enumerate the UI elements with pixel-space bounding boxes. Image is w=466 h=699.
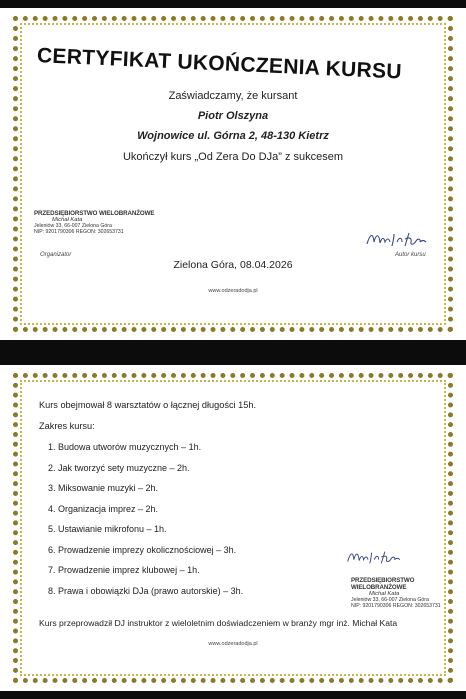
author-signature bbox=[364, 228, 434, 250]
website-link[interactable]: www.odzeradodja.pl bbox=[208, 288, 258, 294]
certificate-title: CERTYFIKAT UKOŃCZENIA KURSU bbox=[36, 44, 403, 84]
list-item: 2. Jak tworzyć sety muzyczne – 2h. bbox=[48, 462, 190, 473]
stamp-line-company: PRZEDSIĘBIORSTWO WIELOBRANŻOWE bbox=[351, 577, 415, 592]
stamp-line-address: Jeleniów 33, 66-007 Zielona Góra bbox=[351, 596, 429, 603]
organizer-label: Organizator bbox=[40, 252, 72, 258]
list-item: 6. Prowadzenie imprezy okolicznościowej – 3h. bbox=[48, 544, 237, 555]
scope-label: Zakres kursu: bbox=[39, 421, 95, 431]
stamp-line-owner: Michał Kata bbox=[369, 591, 400, 598]
instructor-signature bbox=[345, 547, 407, 567]
course-summary: Kurs obejmował 8 warsztatów o łącznej długości 15h. bbox=[39, 400, 257, 410]
instructor-statement: Kurs przeprowadził DJ instruktor z wieloletnim doświadczeniem w branży mgr inż. Michał Kata bbox=[39, 618, 398, 628]
website-link[interactable]: www.odzeradodja.pl bbox=[208, 641, 258, 647]
intro-text: Zaświadczamy, że kursant bbox=[168, 90, 298, 102]
participant-name: Piotr Olszyna bbox=[197, 110, 269, 122]
list-item: 1. Budowa utworów muzycznych – 1h. bbox=[48, 442, 202, 452]
company-stamp bbox=[351, 577, 466, 610]
course-completion-text: Ukończył kurs „Od Zera Do DJa” z sukcesem bbox=[122, 151, 344, 163]
stamp-line-owner: Michał Kata bbox=[52, 217, 83, 224]
list-item: 4. Organizacja imprez – 2h. bbox=[48, 503, 159, 514]
company-stamp bbox=[34, 210, 154, 236]
list-item: 5. Ustawianie mikrofonu – 1h. bbox=[48, 524, 167, 534]
course-topics-list bbox=[48, 441, 243, 605]
author-label: Autor kursu bbox=[395, 252, 426, 258]
list-item: 8. Prawa i obowiązki DJa (prawo autorskie) – 3h. bbox=[48, 585, 244, 596]
stamp-line-nip: NIP: 9201790306 REGON: 302653731 bbox=[351, 602, 441, 609]
place-and-date: Zielona Góra, 08.04.2026 bbox=[173, 259, 293, 271]
list-item: 3. Miksowanie muzyki – 2h. bbox=[48, 483, 159, 493]
stamp-line-nip: NIP: 9201790306 REGON: 302653731 bbox=[34, 228, 124, 235]
list-item: 7. Prowadzenie imprez klubowej – 1h. bbox=[48, 565, 200, 575]
bottom-dark-band bbox=[0, 691, 466, 699]
stamp-line-company: PRZEDSIĘBIORSTWO WIELOBRANŻOWE bbox=[34, 210, 155, 217]
top-dark-band bbox=[0, 0, 466, 8]
page-separator-band bbox=[0, 340, 466, 365]
participant-address: Wojnowice ul. Górna 2, 48-130 Kietrz bbox=[137, 130, 329, 142]
stamp-line-address: Jeleniów 33, 66-007 Zielona Góra bbox=[34, 222, 112, 229]
